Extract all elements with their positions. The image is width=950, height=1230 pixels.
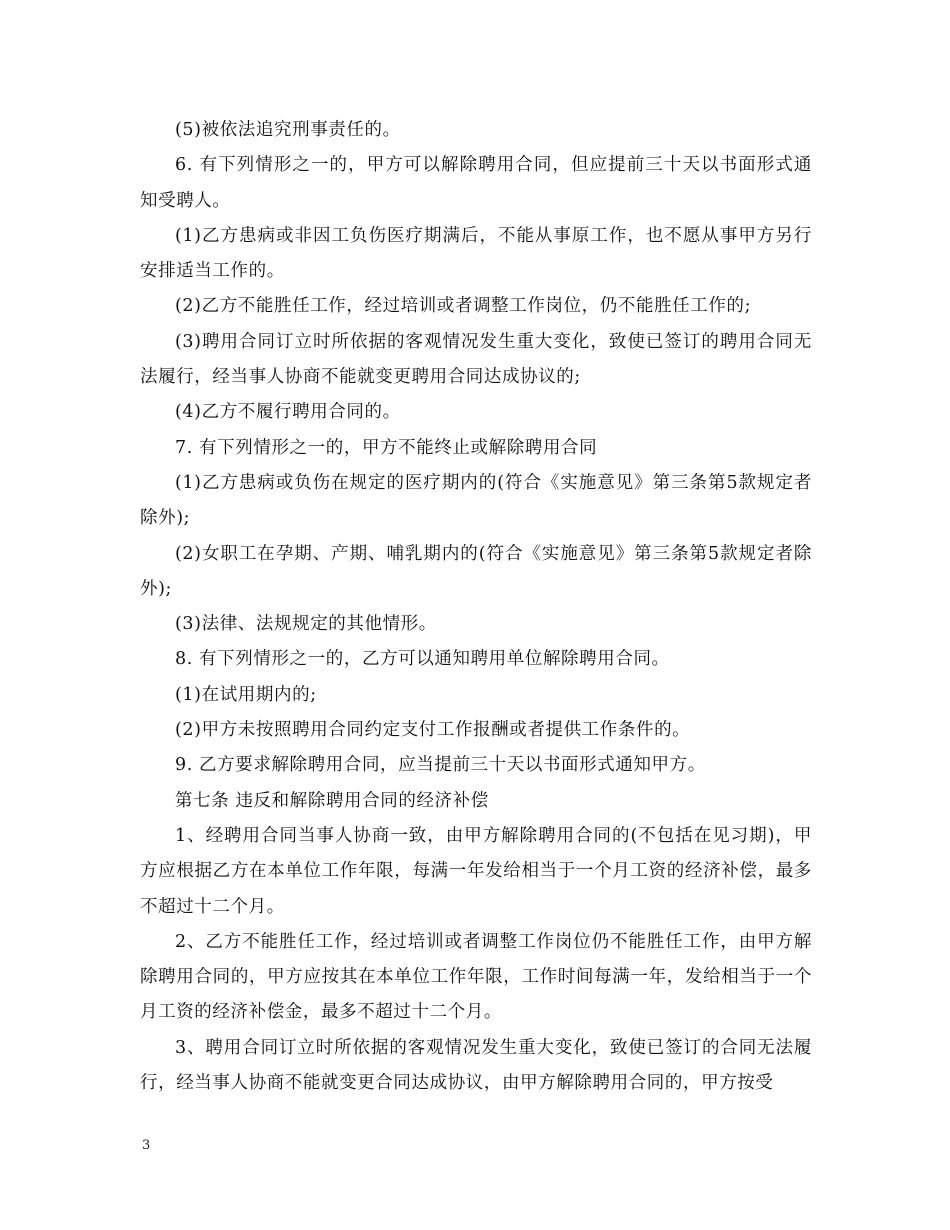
paragraph-10: (3)法律、法规规定的其他情形。 [175, 614, 437, 635]
paragraph-17: 2、乙方不能胜任工作，经过培训或者调整工作岗位仍不能胜任工作，由甲方解除聘用合同的，甲方应按其在本单位工作年限，工作时间每满一年，发给相当于一个月工资的经济补偿金，最多不超过十二个月。 [140, 931, 812, 1023]
paragraph-4: (2)乙方不能胜任工作，经过培训或者调整工作岗位，仍不能胜任工作的; [175, 296, 752, 317]
paragraph-12: (1)在试用期内的; [175, 684, 317, 705]
paragraph-1: (5)被依法追究刑事责任的。 [175, 120, 401, 140]
document-body [140, 113, 812, 1101]
paragraph-13: (2)甲方未按照聘用合同约定支付工作报酬或者提供工作条件的。 [175, 720, 691, 741]
paragraph-5: (3)聘用合同订立时所依据的客观情况发生重大变化，致使已签订的聘用合同无法履行，经当事人协商不能就变更聘用合同达成协议的; [140, 331, 812, 388]
paragraph-3: (1)乙方患病或非因工负伤医疗期满后，不能从事原工作，也不愿从事甲方另行安排适当工作的。 [140, 225, 812, 282]
paragraph-7: 7. 有下列情形之一的，甲方不能终止或解除聘用合同 [175, 437, 598, 458]
paragraph-18: 3、聘用合同订立时所依据的客观情况发生重大变化，致使已签订的合同无法履行，经当事人协商不能就变更合同达成协议，由甲方解除聘用合同的，甲方按受 [140, 1037, 812, 1094]
page-number: 3 [142, 1138, 151, 1153]
paragraph-8: (1)乙方患病或负伤在规定的医疗期内的(符合《实施意见》第三条第5款规定者除外); [140, 472, 812, 529]
paragraph-9: (2)女职工在孕期、产期、哺乳期内的(符合《实施意见》第三条第5款规定者除外); [140, 543, 812, 599]
section-heading: 第七条 违反和解除聘用合同的经济补偿 [175, 790, 489, 811]
paragraph-16: 1、经聘用合同当事人协商一致，由甲方解除聘用合同的(不包括在见习期)，甲方应根据乙方在本单位工作年限，每满一年发给相当于一个月工资的经济补偿，最多不超过十二个月。 [140, 825, 812, 917]
paragraph-2: 6. 有下列情形之一的，甲方可以解除聘用合同，但应提前三十天以书面形式通知受聘人。 [140, 155, 812, 211]
paragraph-14: 9. 乙方要求解除聘用合同，应当提前三十天以书面形式通知甲方。 [175, 755, 706, 776]
paragraph-6: (4)乙方不履行聘用合同的。 [175, 402, 401, 423]
paragraph-11: 8. 有下列情形之一的，乙方可以通知聘用单位解除聘用合同。 [175, 649, 670, 670]
